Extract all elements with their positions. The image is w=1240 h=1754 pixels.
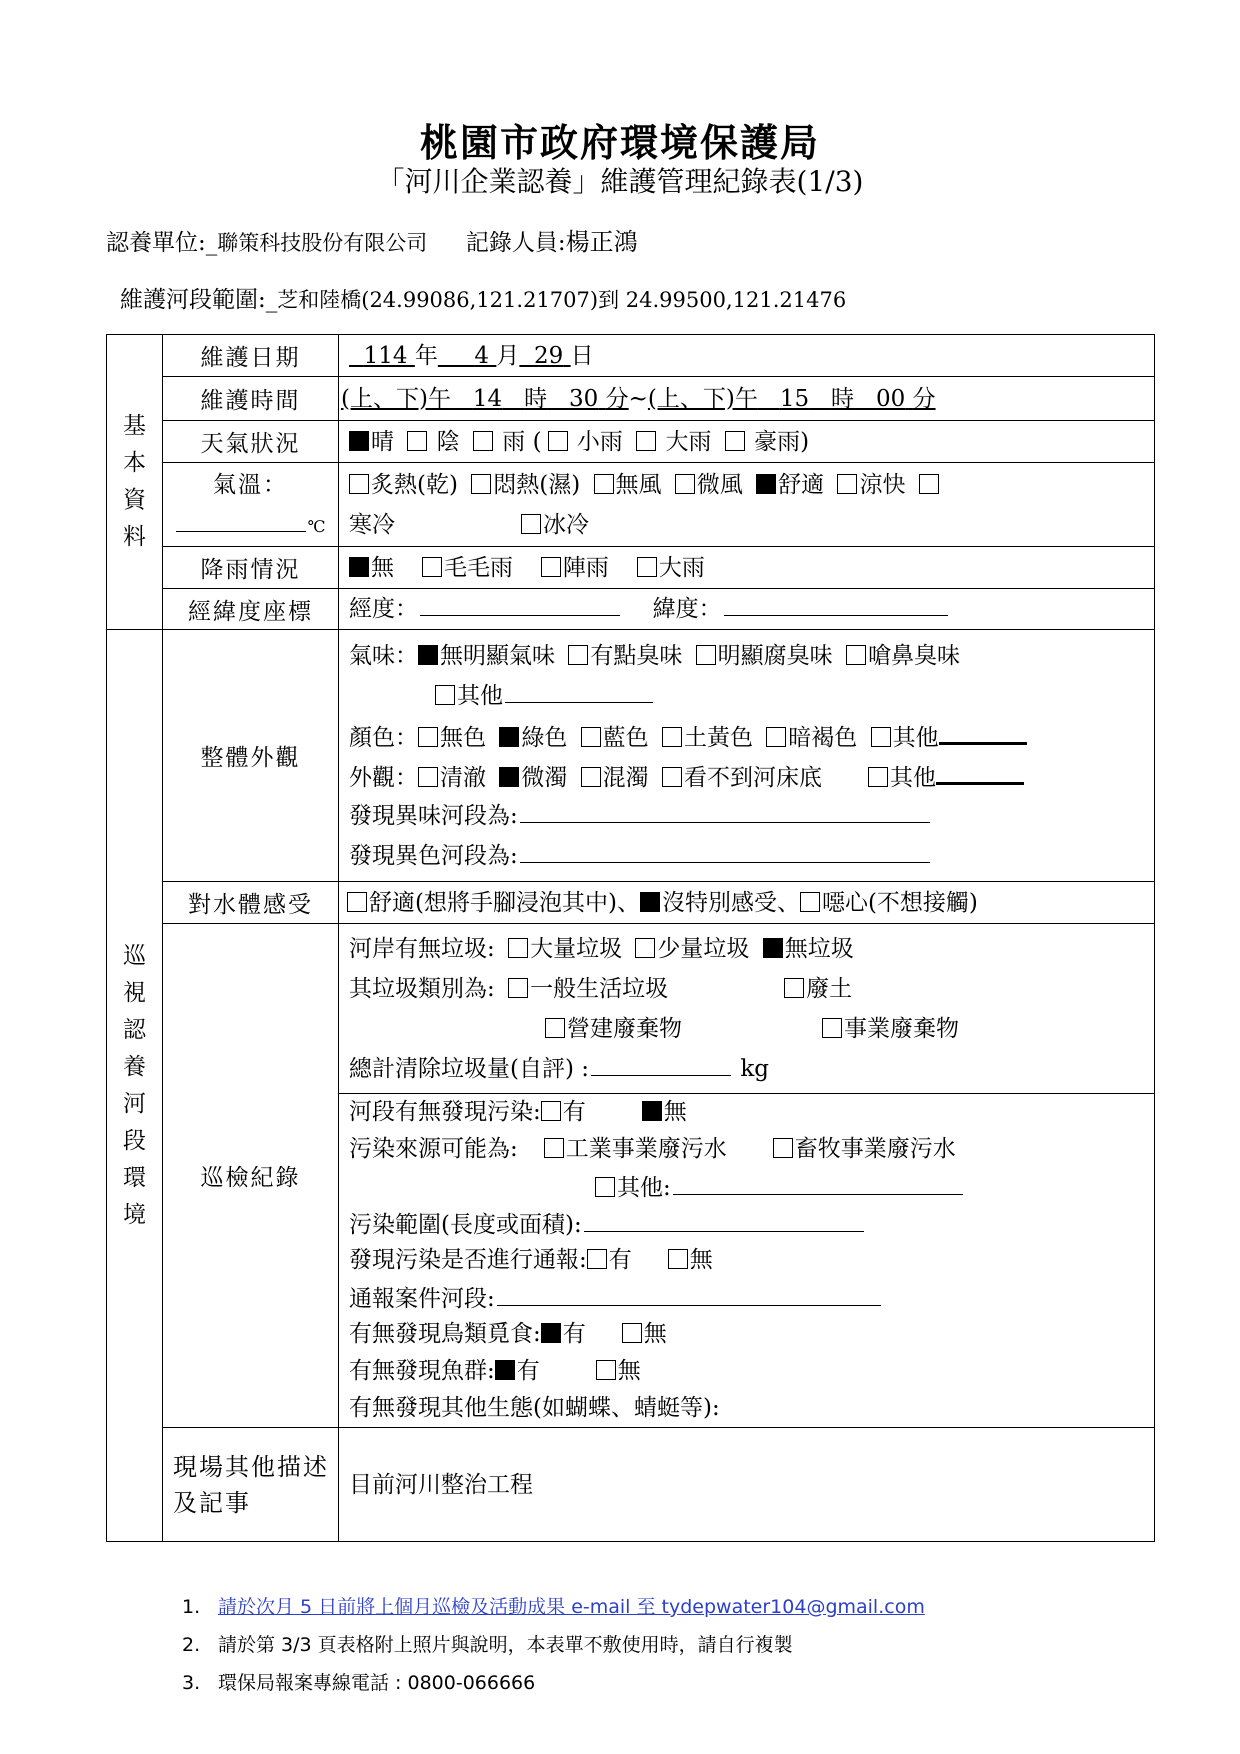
other-value[interactable]: 目前河川整治工程 (339, 1428, 1155, 1542)
fish-yes-checkbox[interactable] (495, 1360, 515, 1380)
type-soil-checkbox[interactable] (784, 978, 804, 998)
time-start[interactable]: (上、下)午 14 時 30 分 (341, 385, 629, 412)
note-3: 3. 環保局報案專線電話 : 0800-066666 (182, 1672, 536, 1694)
pollution-cell: 河段有無發現污染: 有 無 污染來源可能為: 工業事業廢污水 畜牧事業廢污水 其他: 污染範圍(長度或面積): 發現污染是否進行通報: 有 無 通報案件河段: 有無發現鳥類覓食: 有 無 有無發現魚群: 有 無 有無發現其他生態(如蝴蝶、蜻蜓等): (339, 1094, 1155, 1428)
temp-label: 氣溫： (213, 471, 288, 498)
feeling-label: 對水體感受 (163, 882, 339, 924)
note-1: 1. 請於次月 5 日前將上個月巡檢及活動成果 e-mail 至 tydepwater104@gmail.com (182, 1596, 925, 1618)
adopter-value[interactable]: 聯策科技股份有限公司 (217, 231, 428, 255)
odd-smell-label: 發現異味河段為: (349, 802, 518, 829)
year-unit: 年 (414, 342, 438, 369)
recorder-label: 記錄人員: (465, 230, 566, 256)
footer-notes (182, 1588, 925, 1702)
pollution-yes-checkbox[interactable] (541, 1101, 561, 1121)
temp-label-cell (163, 463, 339, 547)
time-sep: ~ (628, 385, 648, 412)
color-other-input[interactable] (939, 716, 1027, 745)
temp-hot-dry-checkbox[interactable] (349, 474, 369, 494)
case-label: 通報案件河段: (349, 1286, 495, 1312)
type-construction-checkbox[interactable] (545, 1018, 565, 1038)
fish-no-checkbox[interactable] (596, 1360, 616, 1380)
color-none-checkbox[interactable] (418, 727, 438, 747)
garbage-none-checkbox[interactable] (763, 938, 783, 958)
temp-cold-checkbox[interactable] (919, 474, 939, 494)
rain-none-checkbox[interactable] (349, 557, 369, 577)
weather-storm-checkbox[interactable] (725, 431, 745, 451)
appearance-label: 整體外觀 (163, 630, 339, 882)
range-label: 污染範圍(長度或面積): (349, 1212, 582, 1238)
time-label: 維護時間 (163, 377, 339, 421)
recorder-value[interactable]: 楊正鴻 (565, 228, 638, 256)
range-input[interactable] (584, 1205, 864, 1232)
source-other-checkbox[interactable] (595, 1177, 615, 1197)
range-label: 維護河段範圍:_ (120, 287, 278, 313)
weather-rain-checkbox[interactable] (473, 431, 493, 451)
feeling-neutral-checkbox[interactable] (640, 892, 660, 912)
smell-pungent-checkbox[interactable] (846, 645, 866, 665)
temp-cell: 炙熱(乾) 悶熱(濕) 無風 微風 舒適 涼快 寒冷 冰冷 (339, 463, 1155, 547)
bird-no-checkbox[interactable] (622, 1323, 642, 1343)
time-cell (339, 377, 1155, 421)
note-email-link[interactable]: 請於次月 5 日前將上個月巡檢及活動成果 e-mail 至 tydepwater104@gmail.com (218, 1596, 925, 1618)
weather-light-rain-checkbox[interactable] (548, 431, 568, 451)
note-2: 2. 請於第 3/3 頁表格附上照片與說明，本表單不敷使用時，請自行複製 (182, 1634, 793, 1656)
date-month[interactable]: 4 (474, 342, 490, 369)
date-label: 維護日期 (163, 335, 339, 377)
date-cell (339, 335, 1155, 377)
garbage-large-checkbox[interactable] (508, 938, 528, 958)
lat-input[interactable] (724, 589, 948, 616)
source-industrial-checkbox[interactable] (544, 1138, 564, 1158)
rain-shower-checkbox[interactable] (541, 557, 561, 577)
temp-cool-checkbox[interactable] (837, 474, 857, 494)
range-value[interactable]: 芝和陸橋(24.99086,121.21707)到 24.99500,121.21476 (277, 288, 847, 312)
page-title: 桃園市政府環境保護局 (419, 120, 820, 165)
rain-cell: 無 毛毛雨 陣雨 大雨 (339, 547, 1155, 589)
color-green-checkbox[interactable] (499, 727, 519, 747)
page-subtitle: 「河川企業認養」維護管理紀錄表(1/3) (376, 165, 864, 198)
date-year[interactable]: 114 (363, 342, 408, 369)
weather-sunny-checkbox[interactable] (349, 431, 369, 451)
weather-label: 天氣狀況 (163, 421, 339, 463)
odd-color-input[interactable] (520, 836, 930, 863)
weather-heavy-rain-checkbox[interactable] (636, 431, 656, 451)
coords-cell (339, 589, 1155, 630)
feeling-comfortable-checkbox[interactable] (347, 892, 367, 912)
record-label: 巡檢紀錄 (163, 924, 339, 1428)
patrol-group-label: 巡視認養河段環境 (107, 630, 163, 1542)
month-unit: 月 (496, 342, 520, 369)
total-unit: kg (740, 1055, 769, 1082)
smell-other-checkbox[interactable] (435, 685, 455, 705)
time-end[interactable]: (上、下)午 15 時 00 分 (647, 385, 936, 412)
day-unit: 日 (570, 342, 594, 369)
smell-none-checkbox[interactable] (418, 645, 438, 665)
garbage-small-checkbox[interactable] (635, 938, 655, 958)
temp-hot-humid-checkbox[interactable] (471, 474, 491, 494)
weather-cell: 晴 陰 雨 ( 小雨 大雨 豪雨) (339, 421, 1155, 463)
look-turbid-checkbox[interactable] (581, 767, 601, 787)
adopter-label: 認養單位:_ (106, 230, 218, 256)
rain-drizzle-checkbox[interactable] (422, 557, 442, 577)
temp-unit: ℃ (307, 516, 328, 536)
range-line (120, 281, 846, 314)
color-yellow-checkbox[interactable] (662, 727, 682, 747)
look-other-input[interactable] (936, 756, 1024, 785)
type-household-checkbox[interactable] (508, 978, 528, 998)
pollution-no-checkbox[interactable] (642, 1101, 662, 1121)
lat-label: 緯度： (652, 596, 722, 622)
smell-rotten-checkbox[interactable] (696, 645, 716, 665)
temp-freezing-checkbox[interactable] (521, 514, 541, 534)
temp-input[interactable] (176, 505, 306, 532)
feeling-cell: 舒適(想將手腳浸泡其中)、 沒特別感受、 噁心(不想接觸) (339, 882, 1155, 924)
look-slightly-turbid-checkbox[interactable] (499, 767, 519, 787)
source-other-input[interactable] (673, 1168, 963, 1195)
case-input[interactable] (497, 1279, 881, 1306)
rain-label: 降雨情況 (163, 547, 339, 589)
smell-other-input[interactable] (505, 676, 653, 703)
eco-label: 有無發現其他生態(如蝴蝶、蜻蜓等): (349, 1395, 720, 1421)
report-no-checkbox[interactable] (668, 1249, 688, 1269)
look-other-checkbox[interactable] (868, 767, 888, 787)
rain-heavy-checkbox[interactable] (637, 557, 657, 577)
temp-comfortable-checkbox[interactable] (756, 474, 776, 494)
odd-smell-input[interactable] (520, 796, 930, 823)
odd-color-label: 發現異色河段為: (349, 842, 518, 869)
look-no-bed-checkbox[interactable] (662, 767, 682, 787)
report-yes-checkbox[interactable] (587, 1249, 607, 1269)
temp-no-wind-checkbox[interactable] (594, 474, 614, 494)
color-blue-checkbox[interactable] (581, 727, 601, 747)
lon-label: 經度： (349, 596, 418, 622)
lon-input[interactable] (420, 589, 620, 616)
total-input[interactable] (591, 1049, 731, 1076)
date-day[interactable]: 29 (533, 342, 564, 369)
temp-breeze-checkbox[interactable] (675, 474, 695, 494)
garbage-cell: 河岸有無垃圾: 大量垃圾 少量垃圾 無垃圾 其垃圾類別為: 一般生活垃圾 廢土 營建廢棄物 事業廢棄物 總計清除垃圾量(自評) : kg (339, 924, 1155, 1094)
type-industrial-checkbox[interactable] (822, 1018, 842, 1038)
record-form (106, 334, 1155, 1542)
bird-yes-checkbox[interactable] (541, 1323, 561, 1343)
coords-label: 經緯度座標 (163, 589, 339, 630)
adopter-line (106, 222, 638, 257)
other-label: 現場其他描述及記事 (163, 1428, 339, 1542)
weather-cloudy-checkbox[interactable] (407, 431, 427, 451)
total-label: 總計清除垃圾量(自評) : (349, 1055, 590, 1082)
look-clear-checkbox[interactable] (418, 767, 438, 787)
smell-slight-checkbox[interactable] (568, 645, 588, 665)
color-brown-checkbox[interactable] (766, 727, 786, 747)
source-livestock-checkbox[interactable] (773, 1138, 793, 1158)
color-other-checkbox[interactable] (871, 727, 891, 747)
appearance-cell: 氣味： 無明顯氣味 有點臭味 明顯腐臭味 嗆鼻臭味 其他 顏色： 無色 綠色 藍色 土黃色 暗褐色 其他 外觀： 清澈 微濁 混濁 看不到河床底 其他 發現異味河段為: 發現異色河段為: (339, 630, 1155, 882)
feeling-disgust-checkbox[interactable] (800, 892, 820, 912)
basic-group-label: 基本資料 (107, 335, 163, 630)
